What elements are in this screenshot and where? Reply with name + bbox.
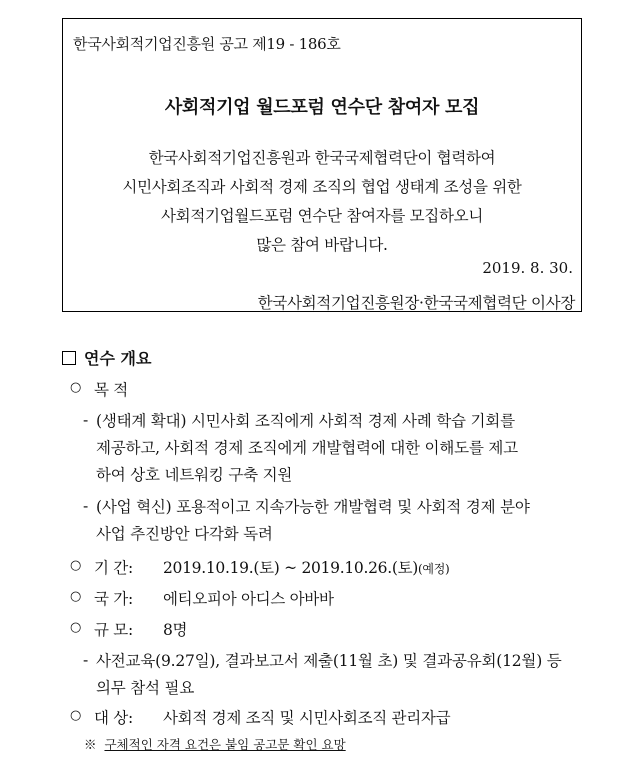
notice-body-line: 많은 참여 바랍니다. [256, 236, 388, 254]
period-label: 기 간: [94, 559, 133, 577]
notice-box [62, 18, 582, 312]
purpose-row [0, 378, 640, 402]
footnote-text: 구체적인 자격 요건은 붙임 공고문 확인 요망 [104, 737, 346, 752]
purpose-item-2 [96, 494, 582, 548]
footnote [84, 735, 346, 753]
reference-mark-icon: ※ [84, 737, 97, 752]
notice-body [63, 144, 581, 260]
dash-bullet: - [83, 411, 88, 429]
purpose-item-1 [96, 408, 582, 489]
notice-body-line: 사회적기업월드포럼 연수단 참여자를 모집하오니 [160, 207, 484, 225]
circle-bullet-icon: ○ [70, 589, 82, 604]
target-value: 사회적 경제 조직 및 시민사회조직 관리자급 [163, 709, 451, 727]
scale-item [96, 648, 582, 702]
purpose-item-1-line: (생태계 확대) 시민사회 조직에게 사회적 경제 사례 학습 기회를 [96, 412, 515, 430]
circle-bullet-icon: ○ [70, 708, 82, 723]
period-dates: 2019.10.19.(토) ~ 2019.10.26.(토) [163, 559, 419, 577]
period-value [163, 556, 449, 578]
target-label: 대 상: [94, 709, 133, 727]
notice-issuer: 한국사회적기업진흥원장·한국국제협력단 이사장 [257, 294, 575, 312]
country-label: 국 가: [94, 590, 133, 608]
target-row [0, 706, 640, 730]
purpose-item-1-line: 하여 상호 네트워킹 구축 지원 [96, 466, 293, 484]
period-row [0, 556, 640, 580]
circle-bullet-icon: ○ [70, 380, 82, 395]
purpose-item-2-line: (사업 혁신) 포용적이고 지속가능한 개발협력 및 사회적 경제 분야 [96, 498, 530, 516]
country-row [0, 587, 640, 611]
notice-number: 한국사회적기업진흥원 공고 제19 - 186호 [73, 35, 341, 53]
purpose-label: 목 적 [94, 381, 128, 399]
notice-title: 사회적기업 월드포럼 연수단 참여자 모집 [164, 97, 480, 118]
notice-body-line: 시민사회조직과 사회적 경제 조직의 협업 생태계 조성을 위한 [122, 178, 522, 196]
section-heading-text: 연수 개요 [84, 349, 152, 368]
section-heading [62, 346, 151, 369]
purpose-item-2-line: 사업 추진방안 다각화 독려 [96, 525, 273, 543]
circle-bullet-icon: ○ [70, 558, 82, 573]
period-note: (예정) [418, 562, 450, 576]
scale-label: 규 모: [94, 621, 133, 639]
purpose-item-1-line: 제공하고, 사회적 경제 조직에게 개발협력에 대한 이해도를 제고 [96, 439, 518, 457]
checkbox-square-icon [62, 351, 76, 365]
scale-value: 8명 [163, 621, 188, 639]
scale-row [0, 618, 640, 642]
dash-bullet: - [83, 497, 88, 515]
dash-bullet: - [83, 651, 88, 669]
circle-bullet-icon: ○ [70, 620, 82, 635]
scale-item-line: 사전교육(9.27일), 결과보고서 제출(11월 초) 및 결과공유회(12월) 등 [96, 652, 562, 670]
country-value: 에티오피아 아디스 아바바 [163, 590, 334, 608]
scale-item-line: 의무 참석 필요 [96, 679, 195, 697]
notice-date: 2019. 8. 30. [482, 259, 573, 277]
notice-body-line: 한국사회적기업진흥원과 한국국제협력단이 협력하여 [148, 149, 496, 167]
